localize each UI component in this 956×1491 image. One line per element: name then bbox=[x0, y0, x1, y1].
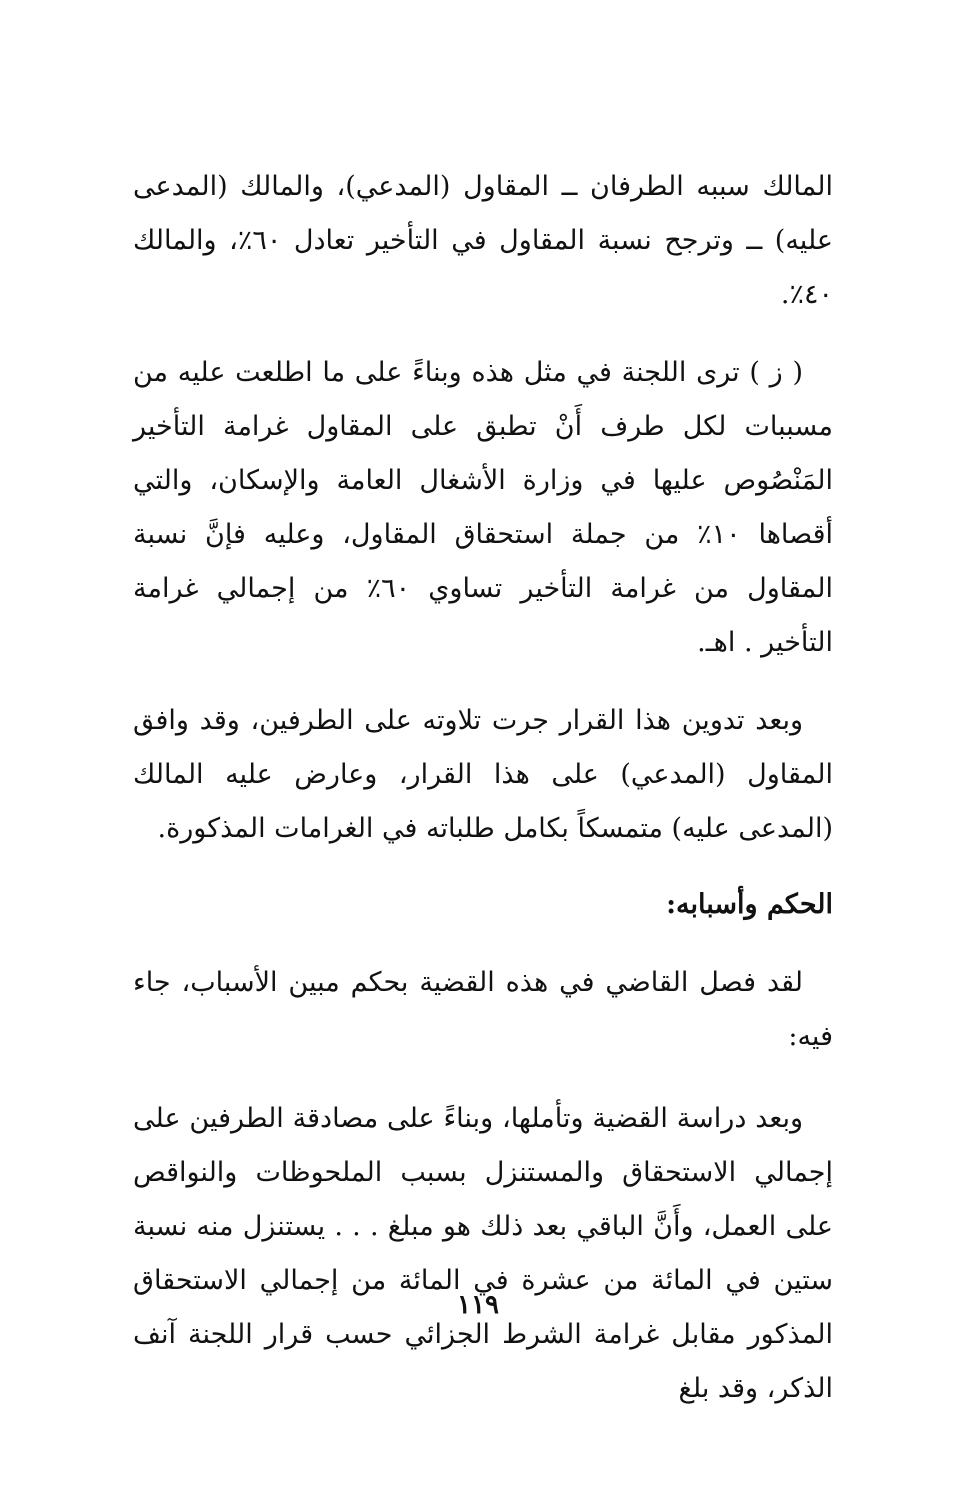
paragraph-5: وبعد دراسة القضية وتأملها، وبناءً على مصادقة الطرفين على إجمالي الاستحقاق والمستنزل بسبب الملحوظات والنواقص على العمل، وأَنَّ الباقي بعد ذلك هو مبلغ . . . يستنزل منه نسبة ستين في المائة من عشرة في المائة من إجمالي الاستحقاق المذكور مقابل غرامة الشرط الجزائي حسب قرار اللجنة آنف الذكر، وقد بلغ bbox=[133, 1103, 833, 1404]
paragraph-4: لقد فصل القاضي في هذه القضية بحكم مبين الأسباب، جاء فيه: bbox=[133, 967, 833, 1052]
paragraph-2: ( ز ) ترى اللجنة في مثل هذه وبناءً على ما اطلعت عليه من مسببات لكل طرف أَنْ تطبق على المقاول غرامة التأخير المَنْصُوص عليها في وزارة الأشغال العامة والإسكان، والتي أقصاها ١٠٪ من جملة استحقاق المقاول، وعليه فإنَّ نسبة المقاول من غرامة التأخير تساوي ٦٠٪ من إجمالي غرامة التأخير . اهـ. bbox=[133, 357, 833, 658]
paragraph-3: وبعد تدوين هذا القرار جرت تلاوته على الطرفين، وقد وافق المقاول (المدعي) على هذا القرار، وعارض عليه المالك (المدعى عليه) متمسكاً بكامل طلباته في الغرامات المذكورة. bbox=[133, 705, 833, 844]
paragraph-1: المالك سببه الطرفان ــ المقاول (المدعي)، والمالك (المدعى عليه) ــ وترجح نسبة المقاول في التأخير تعادل ٦٠٪، والمالك ٤٠٪. bbox=[133, 171, 833, 310]
section-heading: الحكم وأسبابه: bbox=[666, 889, 833, 920]
page-body bbox=[133, 160, 833, 1416]
page-number: ١١٩ bbox=[457, 1290, 499, 1320]
